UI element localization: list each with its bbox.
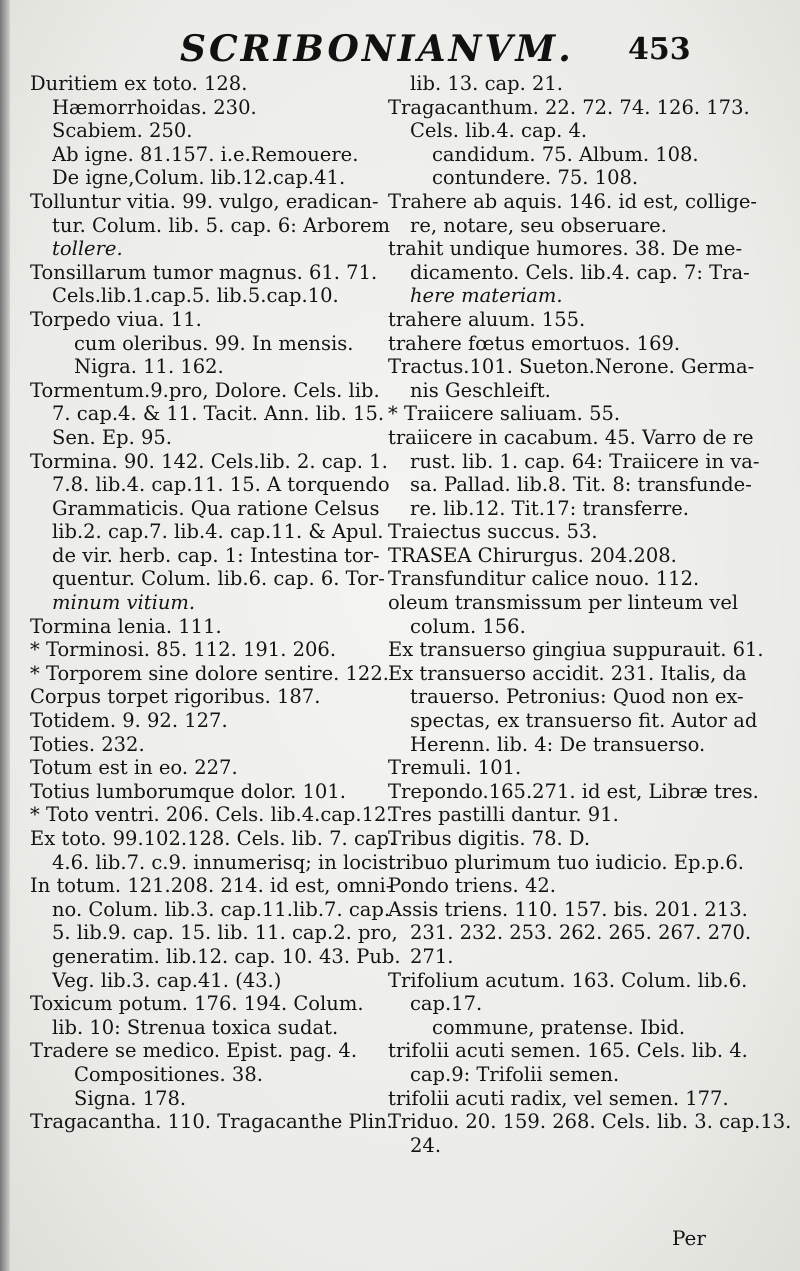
index-line: 4.6. lib.7. c.9. innumerisq; in locis. (52, 850, 395, 874)
index-line: Trepondo.165.271. id est, Libræ tres. (388, 779, 759, 803)
index-line: trifolii acuti semen. 165. Cels. lib. 4. (388, 1039, 748, 1063)
index-line: tribuo plurimum tuo iudicio. Ep.p.6. (388, 850, 744, 874)
index-line: Tragacantha. 110. Tragacanthe Plin. (30, 1110, 393, 1134)
index-line: traiicere in cacabum. 45. Varro de re (388, 425, 754, 449)
index-line: * Toto ventri. 206. Cels. lib.4.cap.12. (30, 803, 393, 827)
index-line: Herenn. lib. 4: De transuerso. (410, 732, 706, 756)
index-line: lib. 13. cap. 21. (410, 72, 564, 95)
index-line: rust. lib. 1. cap. 64: Traiicere in va- (410, 449, 760, 473)
index-line: Tormina lenia. 111. (30, 614, 222, 638)
index-line: re, notare, seu obseruare. (410, 213, 667, 237)
index-line: tollere. (52, 237, 123, 261)
index-line: Totius lumborumque dolor. 101. (30, 779, 346, 803)
index-line: cap.9: Trifolii semen. (410, 1062, 620, 1086)
index-line: * Torminosi. 85. 112. 191. 206. (30, 638, 337, 662)
index-line: de vir. herb. cap. 1: Intestina tor- (52, 543, 380, 567)
index-line: trahere aluum. 155. (388, 307, 586, 331)
index-line: Totum est in eo. 227. (30, 756, 238, 780)
index-line: Ex transuerso accidit. 231. Italis, da (388, 661, 747, 685)
index-line: Toxicum potum. 176. 194. Colum. (30, 992, 364, 1016)
index-line: no. Colum. lib.3. cap.11.lib.7. cap. (52, 897, 391, 921)
index-line: Assis triens. 110. 157. bis. 201. 213. (388, 897, 748, 921)
index-line: contundere. 75. 108. (432, 166, 639, 190)
index-line: Torpedo viua. 11. (30, 307, 202, 331)
index-line: tur. Colum. lib. 5. cap. 6: Arborem (52, 213, 391, 237)
index-line: Tormentum.9.pro, Dolore. Cels. lib. (30, 378, 380, 402)
index-line: Hæmorrhoidas. 230. (52, 95, 257, 119)
index-line: Trahere ab aquis. 146. id est, collige- (388, 189, 758, 213)
index-line: Corpus torpet rigoribus. 187. (30, 685, 321, 709)
index-line: oleum transmissum per linteum vel (388, 591, 739, 615)
index-line: * Torporem sine dolore sentire. 122. (30, 661, 389, 685)
index-line: Tremuli. 101. (388, 756, 522, 780)
index-line: Tolluntur vitia. 99. vulgo, eradican- (30, 189, 379, 213)
index-line: trifolii acuti radix, vel semen. 177. (388, 1086, 729, 1110)
page-edge-shadow (0, 0, 10, 1271)
index-line: 24. (410, 1133, 442, 1157)
running-header: SCRIBONIANVM. (180, 28, 574, 70)
index-line: cum oleribus. 99. In mensis. (74, 331, 354, 355)
index-line: dicamento. Cels. lib.4. cap. 7: Tra- (410, 260, 750, 284)
index-line: Scabiem. 250. (52, 119, 193, 143)
index-column-left (30, 72, 401, 1134)
index-line: 5. lib.9. cap. 15. lib. 11. cap.2. pro, (52, 921, 398, 945)
index-line: 231. 232. 253. 262. 265. 267. 270. (410, 921, 752, 945)
index-line: Pondo triens. 42. (388, 874, 556, 898)
index-line: Signa. 178. (74, 1086, 187, 1110)
index-line: here materiam. (410, 284, 563, 308)
index-line: Ab igne. 81.157. i.e.Remouere. (52, 142, 359, 166)
index-line: TRASEA Chirurgus. 204.208. (388, 543, 677, 567)
index-line: Veg. lib.3. cap.41. (43.) (52, 968, 282, 992)
index-line: cap.17. (410, 992, 483, 1016)
index-line: spectas, ex transuerso fit. Autor ad (410, 709, 758, 733)
index-line: Ex transuerso gingiua suppurauit. 61. (388, 638, 764, 662)
index-line: De igne,Colum. lib.12.cap.41. (52, 166, 346, 190)
index-line: generatim. lib.12. cap. 10. 43. Pub. (52, 944, 401, 968)
index-line: candidum. 75. Album. 108. (432, 142, 699, 166)
index-line: Tormina. 90. 142. Cels.lib. 2. cap. 1. (30, 449, 388, 473)
index-line: Cels.lib.1.cap.5. lib.5.cap.10. (52, 284, 339, 308)
page-number: 453 (628, 32, 691, 67)
index-line: commune, pratense. Ibid. (432, 1015, 686, 1039)
index-line: Sen. Ep. 95. (52, 425, 172, 449)
index-line: trahere fœtus emortuos. 169. (388, 331, 681, 355)
index-line: Triduo. 20. 159. 268. Cels. lib. 3. cap.13. (388, 1110, 792, 1134)
index-line: lib. 10: Strenua toxica sudat. (52, 1015, 339, 1039)
index-line: trauerso. Petronius: Quod non ex- (410, 685, 744, 709)
index-line: Grammaticis. Qua ratione Celsus (52, 496, 380, 520)
index-line: quentur. Colum. lib.6. cap. 6. Tor- (52, 567, 385, 591)
index-column-right (388, 72, 792, 1157)
index-line: Compositiones. 38. (74, 1062, 263, 1086)
index-line: re. lib.12. Tit.17: transferre. (410, 496, 689, 520)
index-line: Tribus digitis. 78. D. (388, 827, 591, 850)
index-line: Duritiem ex toto. 128. (30, 72, 248, 95)
index-line: Toties. 232. (30, 732, 145, 756)
index-line: minum vitium. (52, 591, 196, 615)
index-line: 271. (410, 944, 454, 968)
index-line: Nigra. 11. 162. (74, 355, 224, 379)
index-line: Tres pastilli dantur. 91. (388, 803, 619, 827)
index-line: Trifolium acutum. 163. Colum. lib.6. (388, 968, 748, 992)
index-line: trahit undique humores. 38. De me- (388, 237, 743, 261)
index-line: Tonsillarum tumor magnus. 61. 71. (30, 260, 378, 284)
index-line: Cels. lib.4. cap. 4. (410, 119, 588, 143)
index-line: Tragacanthum. 22. 72. 74. 126. 173. (388, 95, 750, 119)
index-line: In totum. 121.208. 214. id est, omni- (30, 874, 393, 898)
index-line: Traiectus succus. 53. (388, 520, 598, 544)
index-line: sa. Pallad. lib.8. Tit. 8: transfunde- (410, 473, 752, 497)
index-line: nis Geschleift. (410, 378, 551, 402)
index-line: lib.2. cap.7. lib.4. cap.11. & Apul. (52, 520, 384, 544)
index-line: Ex toto. 99.102.128. Cels. lib. 7. cap. (30, 827, 396, 850)
index-line: 7. cap.4. & 11. Tacit. Ann. lib. 15. (52, 402, 385, 426)
index-line: * Traiicere saliuam. 55. (388, 402, 621, 426)
index-line: colum. 156. (410, 614, 526, 638)
index-line: Tradere se medico. Epist. pag. 4. (30, 1039, 358, 1063)
index-line: Tractus.101. Sueton.Nerone. Germa- (388, 355, 755, 379)
index-line: 7.8. lib.4. cap.11. 15. A torquendo (52, 473, 390, 497)
index-line: Transfunditur calice nouo. 112. (388, 567, 700, 591)
index-line: Totidem. 9. 92. 127. (30, 709, 228, 733)
catchword: Per (672, 1226, 706, 1250)
